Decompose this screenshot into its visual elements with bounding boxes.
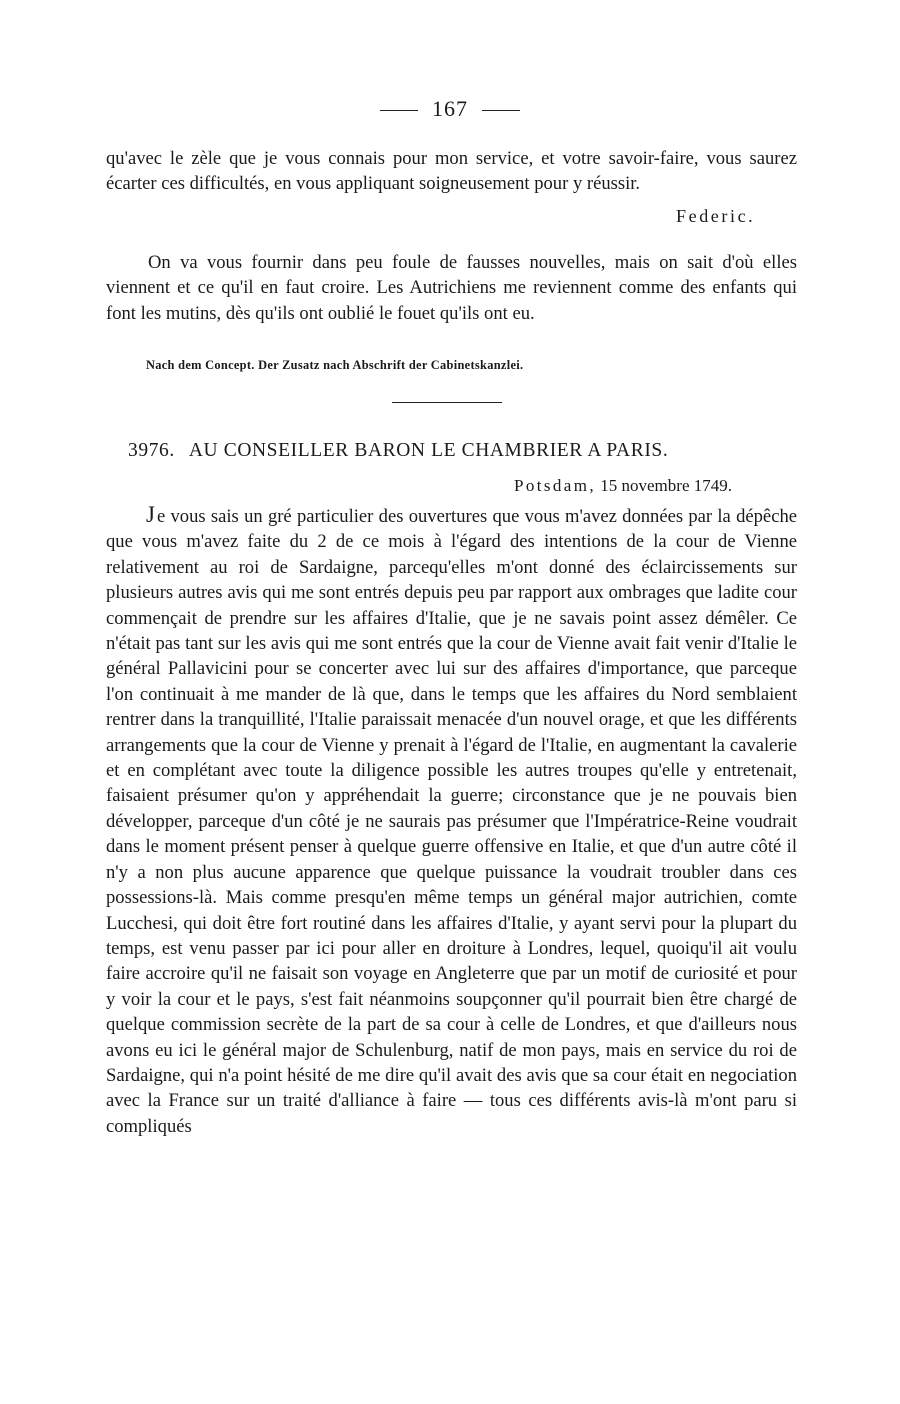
source-note: Nach dem Concept. Der Zusatz nach Abschrift der Cabinetskanzlei. [146, 358, 524, 372]
letter-body-text: e vous sais un gré particulier des ouvertures que vous m'avez données par la dépêche que vous m'avez faite du 2 de ce mois à l'égard des intentions de la cour de Vienne relativement au roi de Sardaigne, parcequ'elles m'ont donné des éclaircissements sur plusieurs autres avis qui me sont entrés depuis peu par rapport aux ombrages que ladite cour commençait de prendre sur les affaires d'Italie, que je ne savais point assez démêler. Ce n'était pas tant sur les avis qui me sont entrés que la cour de Vienne avait fait venir d'Italie le général Pallavicini pour se concerter avec lui sur des affaires d'importance, que parceque l'on continuait à me mander de là que, dans le temps que les affaires du Nord semblaient rentrer dans la tranquillité, l'Italie paraissait menacée d'un nouvel orage, et que les différents arrangements que la cour de Vienne y prenait à l'égard de l'Italie, en augmentant la cavalerie et en complétant avec toute la diligence possible les autres troupes qu'elle y entretenait, faisaient présumer qu'on y appréhendait la guerre; circonstance que je ne pouvais bien développer, parceque d'un côté je ne saurais pas présumer que l'Impératrice-Reine voudrait dans le moment présent penser à quelque guerre offensive en Italie, et que d'un autre côté il n'y a non plus aucune apparence que quelque puissance la voudrait troubler dans ces possessions-là. Mais comme presqu'en même temps un général major autrichien, comte Lucchesi, qui doit être fort routiné dans les affaires d'Italie, y ayant servi pour la plupart du temps, est venu passer par ici pour aller en droiture à Londres, lequel, quoiqu'il ait voulu faire accroire qu'il ne faisait son voyage en Angleterre que par un motif de curiosité et pour y voir la cour et le pays, s'est fait néanmoins soupçonner qu'il pourrait bien être chargé de quelque commission secrète de la part de sa cour à celle de Londres, et que d'ailleurs nous avons eu ici le général major de Schulenburg, natif de mon pays, mais en service du roi de Sardaigne, qui n'a point hésité de me dire qu'il avait des avis que sa cour était en negociation avec la France sur un traité d'alliance à faire — tous ces différents avis-là m'ont paru si compliqués [106, 506, 797, 1137]
drop-cap: J [146, 502, 155, 527]
page-number-value: 167 [432, 96, 468, 121]
postscript-paragraph: On va vous fournir dans peu foule de fausses nouvelles, mais on sait d'où elles viennent et ce qu'il en faut croire. Les Autrichiens me reviennent comme des enfants qui font les mutins, dès qu'ils ont oublié le fouet qu'ils ont eu. [106, 252, 797, 324]
right-dash [482, 110, 520, 111]
letter-place: Potsdam, [514, 476, 597, 495]
letter-body [106, 502, 797, 1139]
left-dash [380, 110, 418, 111]
letter-dateline [514, 476, 732, 496]
letter-title: AU CONSEILLER BARON LE CHAMBRIER A PARIS. [188, 440, 669, 461]
signature: Federic. [676, 206, 756, 226]
section-separator [392, 402, 502, 403]
letter-heading [128, 440, 808, 462]
letter-number: 3976. [128, 440, 175, 461]
letter-date: 15 novembre 1749. [600, 476, 732, 495]
page-number [0, 96, 900, 122]
continuation-paragraph: qu'avec le zèle que je vous connais pour mon service, et votre savoir-faire, vous saurez écarter ces difficultés, en vous appliquant soigneusement pour y réussir. [106, 148, 797, 195]
